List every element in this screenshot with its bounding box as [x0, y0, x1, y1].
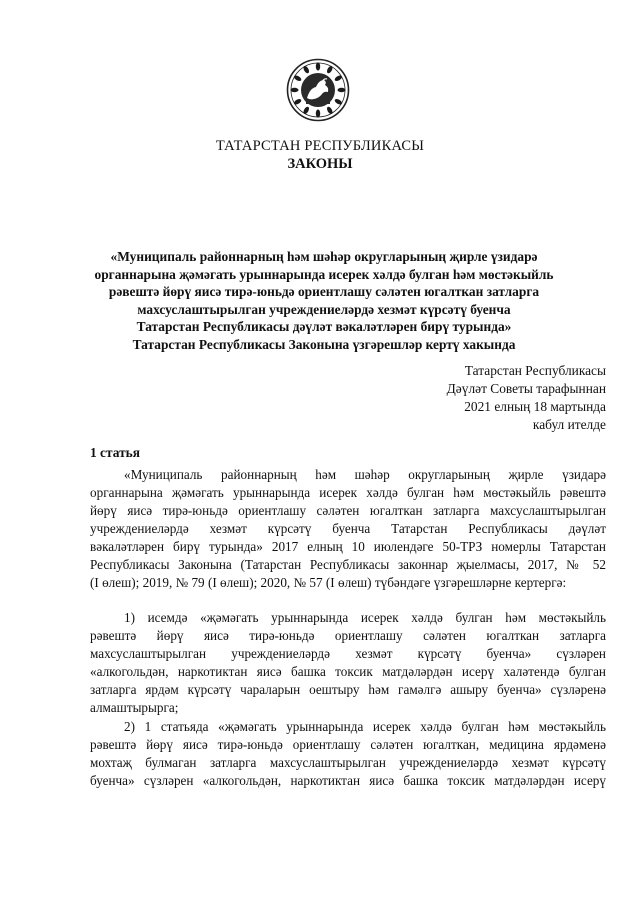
law-title-line: органнарына җәмәгать урыннарында исерек хәлдә булган һәм мөстәкыйль	[94, 266, 554, 282]
paragraph-line: (I өлеш); 2019, № 79 (I өлеш); 2020, № 57 (I өлеш) түбәндәге үзгәрешләрне кертергә:	[90, 575, 567, 590]
adoption-line: Дәүләт Советы тарафыннан	[446, 381, 606, 396]
law-label: ЗАКОНЫ	[287, 156, 353, 172]
paragraph-line: учреждениеләрдә хезмәт күрсәтү буенча Татарстан Республикасы дәүләт	[90, 521, 606, 536]
law-title-line: рәвештә йөрү яисә тирә-юньдә ориентлашу сәләтен югалткан затларга	[108, 284, 540, 299]
adoption-block	[366, 362, 606, 434]
law-title-line: махсуслаштырылган учреждениеләрдә хезмәт күрсәтү буенча	[137, 301, 511, 317]
paragraph-line: «алкогольдән, наркотиктан яисә башка токсик матдәләрдән исерү халәтендә булган	[90, 664, 606, 679]
law-title	[76, 248, 572, 353]
paragraph-line: органнарына җәмәгать урыннарында исерек хәлдә булган һәм мөстәкыйль рәвештә	[90, 485, 606, 500]
paragraph-line: рәвештә йөрү яисә тирә-юньдә ориентлашу сәләтен югалткан затларга	[90, 628, 606, 643]
paragraph-line: махсуслаштырылган учреждениеләрдә хезмәт күрсәтү буенча» сүзләрен	[90, 646, 606, 661]
paragraph-line: мохтаҗ булмаган затларга махсуслаштырылган учреждениеләрдә хезмәт күрсәтү	[90, 755, 606, 770]
body-paragraph	[90, 466, 606, 592]
paragraph-line: Республикасы Законына (Татарстан Республикасы законнар җыелмасы, 2017, № 52	[90, 557, 606, 572]
law-title-line: «Муниципаль районнарның һәм шәһәр округларының җирле үзидарә	[110, 249, 538, 264]
paragraph-line: «Муниципаль районнарның һәм шәһәр округларының җирле үзидарә	[124, 467, 606, 482]
paragraph-line: йөрү яисә тирә-юньдә ориентлашу сәләтен югалткан затларга махсуслаштырылган	[90, 503, 606, 518]
paragraph-line: буенча» сүзләрен «алкогольдән, наркотиктан яисә башка токсик матдәләрдән исерү	[90, 773, 606, 788]
paragraph-line: рәвештә йөрү яисә тирә-юньдә ориентлашу сәләтен югалткан, медицина ярдәменә	[90, 737, 606, 752]
adoption-line: Татарстан Республикасы	[464, 363, 606, 378]
amendment-item-1	[90, 609, 606, 717]
paragraph-line: вәкаләтләрен бирү турында» 2017 елның 10 июлендәге 50-ТРЗ номерлы Татарстан	[90, 539, 606, 554]
republic-name: ТАТАРСТАН РЕСПУБЛИКАСЫ	[215, 138, 425, 154]
paragraph-line: затларга ярдәм күрсәтү чараларын оештыру һәм гамәлгә ашыру буенча» сүзләренә	[90, 682, 606, 697]
adoption-line: кабул ителде	[532, 417, 606, 432]
law-title-line: Татарстан Республикасы Законына үзгәрешләр кертү хакында	[132, 336, 516, 352]
adoption-date: 2021 елның 18 мартында	[464, 399, 606, 414]
article-heading: 1 статья	[90, 445, 140, 460]
paragraph-line: алмаштырырга;	[90, 700, 179, 715]
tatarstan-emblem-icon	[286, 58, 350, 122]
amendment-item-2	[90, 718, 606, 790]
paragraph-line: 2) 1 статьяда «җәмәгать урыннарында исерек хәлдә булган һәм мөстәкыйль	[124, 719, 606, 734]
paragraph-line: 1) исемдә «җәмәгать урыннарында исерек хәлдә булган һәм мөстәкыйль	[124, 610, 606, 625]
law-title-line: Татарстан Республикасы дәүләт вәкаләтләрен бирү турында»	[136, 319, 512, 334]
